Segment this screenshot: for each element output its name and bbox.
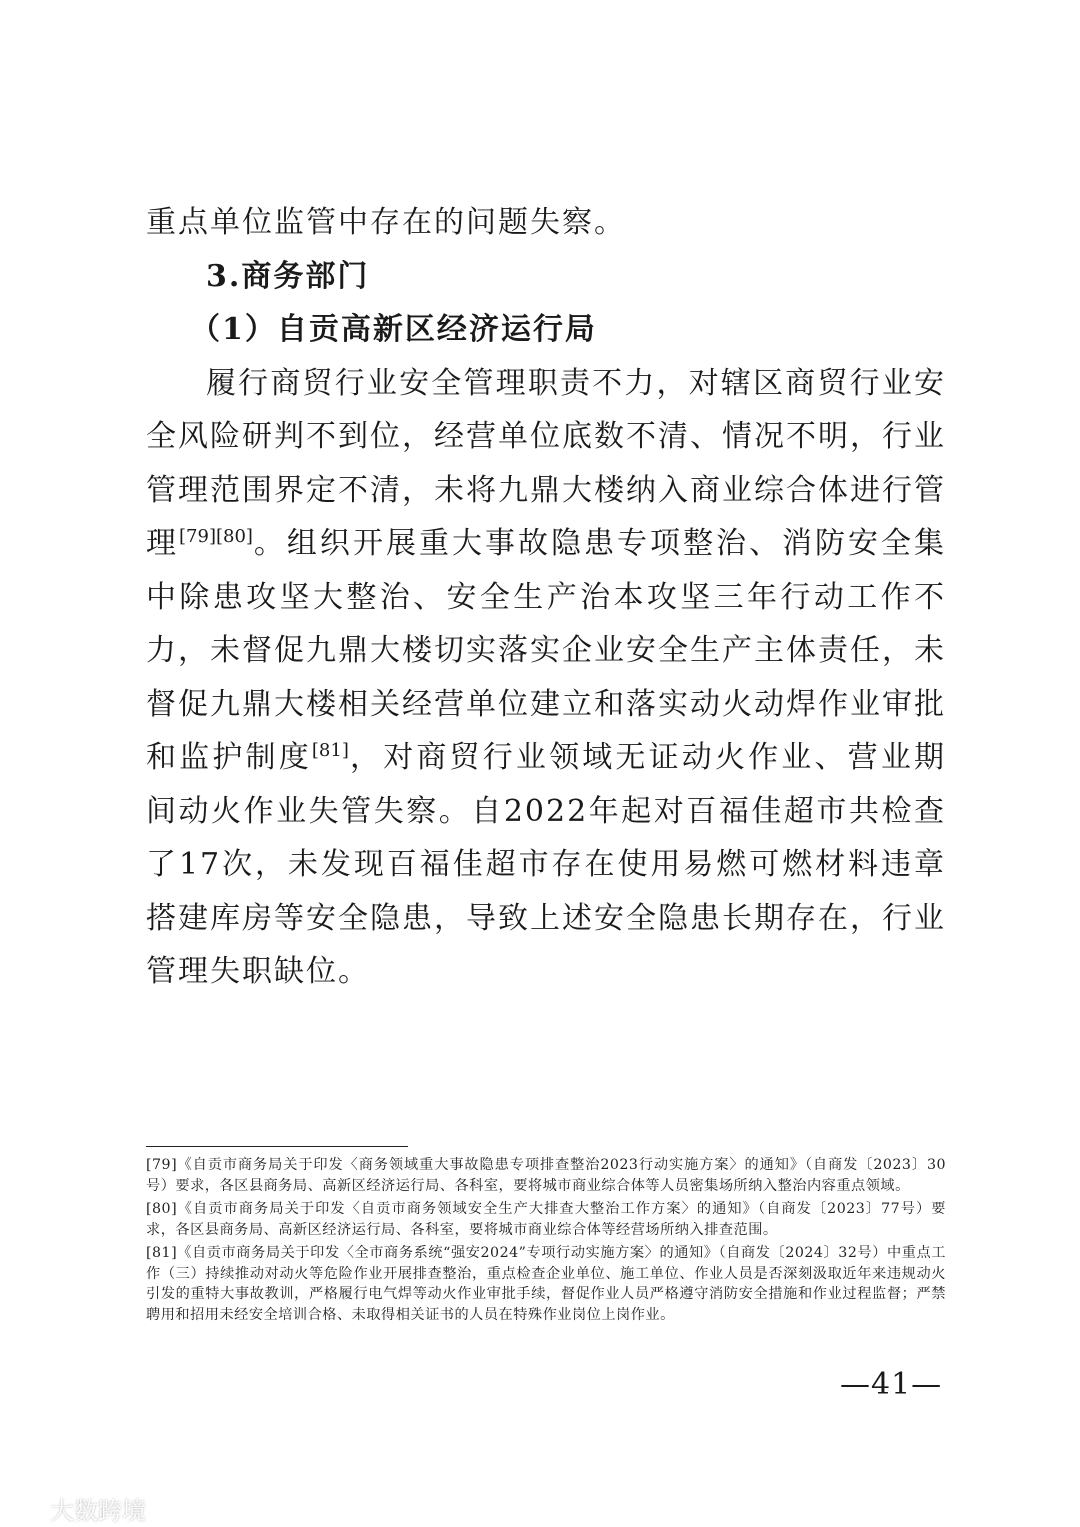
body-text: 履行商贸行业安全管理职责不力，对辖区商贸行业安全风险研判不到位，经营单位底数不清、情况不明，行业管理范围界定不清，未将九鼎大楼纳入商业综合体进行管理	[146, 365, 946, 561]
body-text: 。组织开展重大事故隐患专项整治、消防安全集中除患攻坚大整治、安全生产治本攻坚三年行动工作不力，未督促九鼎大楼切实落实企业安全生产主体责任，未督促九鼎大楼相关经营单位建立和落实动火动焊作业审批和监护制度	[146, 526, 947, 775]
footnote-81: [81]《自贡市商务局关于印发〈全市商务系统“强安2024”专项行动实施方案〉的通知》（自商发〔2024〕32号）中重点工作（三）持续推动对动火等危险作业开展排查整治，重点检查企业单位、施工单位、作业人员是否深刻汲取近年来违规动火引发的重特大事故教训，严格履行电气焊等动火作业审批手续，督促作业人员严格遵守消防安全措施和作业过程监督；严禁聘用和招用未经安全培训合格、未取得相关证书的人员在特殊作业岗位上岗作业。	[146, 1245, 946, 1323]
page-number: —41—	[840, 1367, 943, 1402]
body-text: ，对商贸行业领域无证动火作业、营业期间动火作业失管失察。自2022年起对百福佳超市共检查了17次，未发现百福佳超市存在使用易燃可燃材料违章搭建库房等安全隐患，导致上述安全隐患长期存在，行业管理失职缺位。	[146, 740, 947, 989]
footnote-divider	[146, 1146, 408, 1147]
watermark-text: 大数跨境	[50, 1497, 146, 1525]
watermark	[10, 1491, 146, 1526]
continuation-paragraph: 重点单位监管中存在的问题失察。	[146, 205, 626, 240]
main-text	[146, 196, 946, 999]
subsection-heading-1: （1）自贡高新区经济运行局	[190, 312, 597, 347]
footnote-ref-81[interactable]: [81]	[311, 740, 349, 761]
footnote-80: [80]《自贡市商务局关于印发〈自贡市商务领域安全生产大排查大整治工作方案〉的通知》（自商发〔2023〕77号）要求，各区县商务局、高新区经济运行局、各科室，要将城市商业综合体等经营场所纳入排查范围。	[146, 1201, 946, 1238]
footnote-79: [79]《自贡市商务局关于印发〈商务领域重大事故隐患专项排查整治2023行动实施方案〉的通知》（自商发〔2023〕30号）要求，各区县商务局、高新区经济运行局、各科室，要将城市商业综合体等人员密集场所纳入整治内容重点领域。	[146, 1157, 946, 1194]
section-heading: 3.商务部门	[206, 258, 370, 294]
footnote-ref-79-80[interactable]: [79][80]	[179, 526, 253, 547]
weibo-logo-icon	[10, 1496, 44, 1522]
body-paragraph-1	[146, 357, 946, 999]
footnotes	[146, 1155, 946, 1328]
